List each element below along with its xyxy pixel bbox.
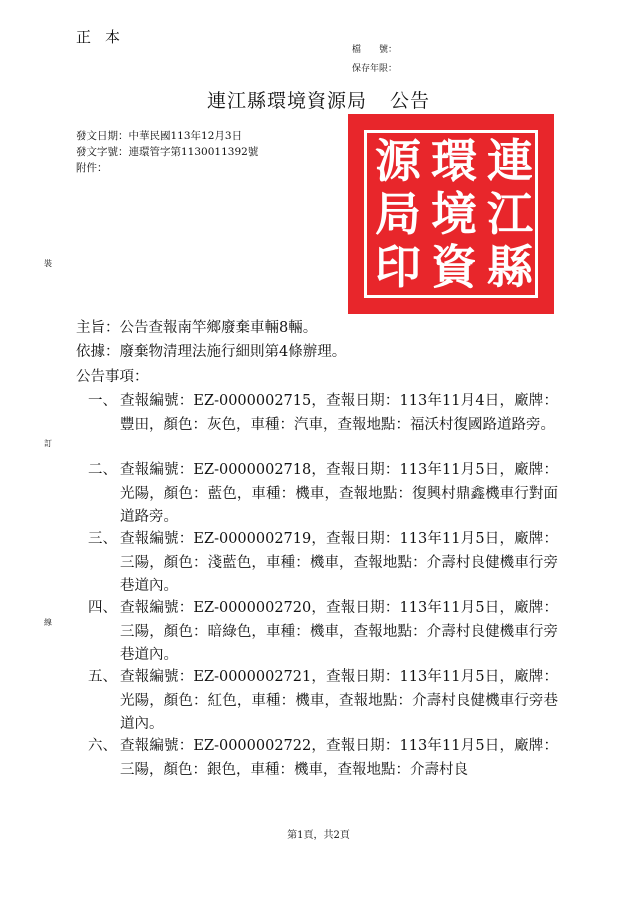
item-number: 二、	[88, 462, 117, 478]
document-number: 發文字號：連環管字第1130011392號	[76, 146, 259, 158]
item-number: 三、	[88, 531, 117, 547]
item-text: 查報編號：EZ-0000002722，查報日期：113年11月5日，廠牌：三陽，顏色：銀色，車種：機車，查報地點：介壽村良	[120, 738, 558, 778]
list-item	[88, 528, 558, 599]
copy-type-label: 正本	[76, 28, 135, 46]
seal-char-8: 局	[375, 187, 421, 241]
item-text: 查報編號：EZ-0000002715，查報日期：113年11月4日，廠牌：豐田，顏色：灰色，車種：汽車，查報地點：福沃村復國路道路旁。	[120, 393, 558, 433]
official-seal	[348, 114, 554, 314]
list-item	[88, 459, 558, 530]
issue-date: 發文日期：中華民國113年12月3日	[76, 130, 243, 142]
item-text: 查報編號：EZ-0000002719，查報日期：113年11月5日，廠牌：三陽，顏色：淺藍色，車種：機車，查報地點：介壽村良健機車行旁巷道內。	[120, 531, 558, 594]
file-number-label: 檔 號：	[352, 45, 398, 55]
item-number: 五、	[88, 669, 117, 685]
seal-char-7: 源	[375, 134, 421, 188]
binding-mark-zhuang: 裝	[44, 259, 52, 268]
item-text: 查報編號：EZ-0000002721，查報日期：113年11月5日，廠牌：光陽，顏色：紅色，車種：機車，查報地點：介壽村良健機車行旁巷道內。	[120, 669, 558, 732]
binding-mark-xian: 線	[44, 618, 52, 627]
seal-char-4: 環	[431, 134, 477, 188]
item-number: 四、	[88, 600, 117, 616]
document-title	[0, 86, 637, 113]
seal-border	[364, 130, 538, 298]
list-item	[88, 597, 558, 668]
seal-char-3: 縣	[487, 240, 533, 294]
attachment-label: 附件：	[76, 162, 108, 174]
binding-mark-ding: 訂	[44, 439, 52, 448]
item-number: 一、	[88, 393, 117, 409]
seal-char-1: 連	[487, 134, 533, 188]
seal-char-2: 江	[487, 187, 533, 241]
list-item	[88, 735, 558, 782]
list-item	[88, 390, 558, 437]
item-number: 六、	[88, 738, 117, 754]
item-text: 查報編號：EZ-0000002720，查報日期：113年11月5日，廠牌：三陽，顏色：暗綠色，車種：機車，查報地點：介壽村良健機車行旁巷道內。	[120, 600, 558, 663]
retention-period-label: 保存年限：	[352, 64, 398, 74]
page-number: 第1頁，共2頁	[287, 830, 350, 841]
item-text: 查報編號：EZ-0000002718，查報日期：113年11月5日，廠牌：光陽，顏色：藍色，車種：機車，查報地點：復興村鼎鑫機車行對面道路旁。	[120, 462, 558, 525]
seal-char-9: 印	[375, 240, 421, 294]
subject-line: 主旨：公告查報南竿鄉廢棄車輛8輛。	[76, 320, 318, 336]
items-heading: 公告事項：	[76, 369, 149, 385]
seal-char-6: 資	[431, 240, 477, 294]
list-item	[88, 666, 558, 737]
seal-char-5: 境	[431, 187, 477, 241]
document-type: 公告	[390, 90, 431, 112]
agency-name: 連江縣環境資源局	[206, 90, 367, 112]
basis-line: 依據：廢棄物清理法施行細則第4條辦理。	[76, 344, 347, 360]
